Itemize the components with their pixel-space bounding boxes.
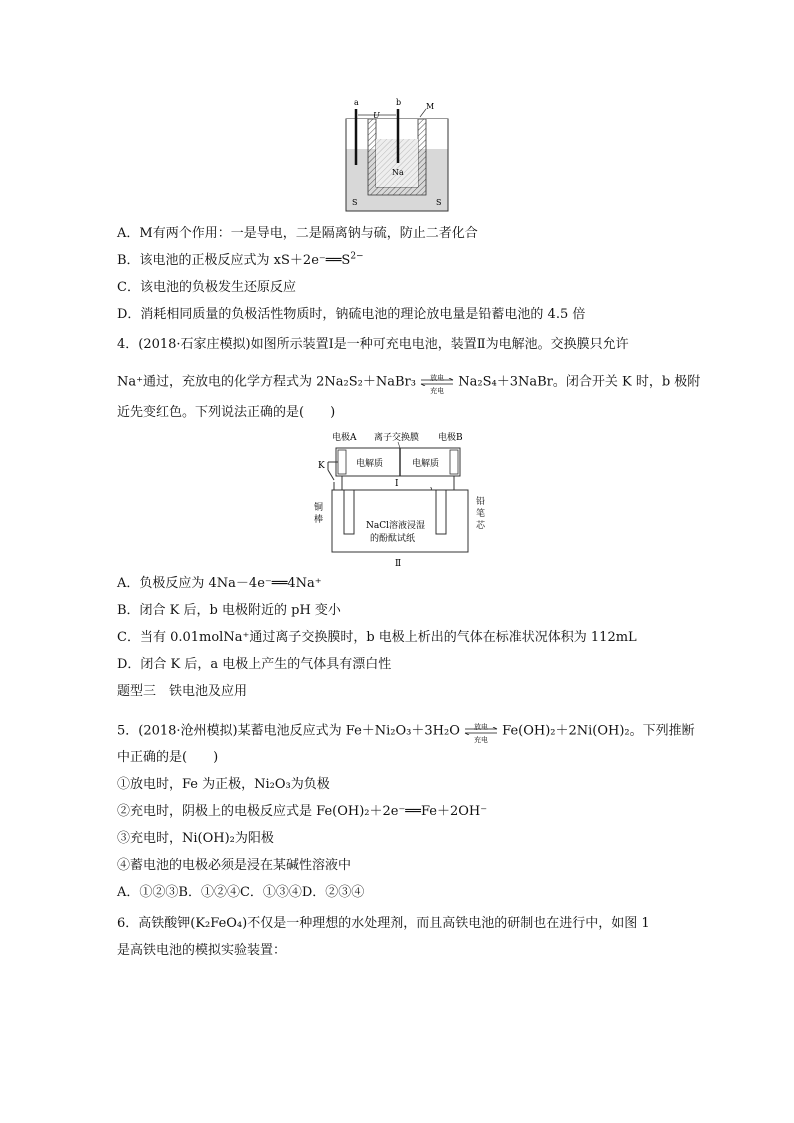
q4-stem-line3: 近先变红色。下列说法正确的是( ) [117,405,336,420]
label-S-left: S [352,198,358,207]
label-cell-I: Ⅰ [395,479,399,489]
label-electrolyte-left: 电解质 [356,459,384,469]
q4-option-d: D．闭合 K 后，a 电极上产生的气体具有漂白性 [117,657,392,672]
label-S-right: S [436,198,442,207]
label-lead-2: 笔 [476,509,486,519]
q4-option-c: C．当有 0.01molNa⁺通过离子交换膜时，b 电极上析出的气体在标准状况体积为 112mL [117,630,637,645]
label-paper-1: NaCl溶液浸湿 [366,521,426,531]
q4-stem-line2: Na⁺通过，充放电的化学方程式为 2Na₂S₂＋NaBr₃ 放电 充电 Na₂S₄＋3NaBr。闭合开关 K 时，b 极附 [117,374,701,395]
q5-item-4: ④蓄电池的电极必须是浸在某碱性溶液中 [117,858,352,873]
label-copper-2: 棒 [314,515,324,525]
q3-option-a: A．M有两个作用：一是导电，二是隔离钠与硫，防止二者化合 [117,226,478,241]
reversible-arrow: 放电 充电 [420,373,454,391]
q5-stem-line2: 中正确的是( ) [117,750,219,765]
label-cell-II: Ⅱ [395,559,402,569]
q3-option-d: D．消耗相同质量的负极活性物质时，钠硫电池的理论放电量是铅蓄电池的 4.5 倍 [117,307,586,322]
label-copper-1: 铜 [314,503,324,513]
q4-stem-line1: 4．(2018·石家庄模拟)如图所示装置Ⅰ是一种可充电电池，装置Ⅱ为电解池。交换膜只允许 [117,337,629,352]
q6-stem-line2: 是高铁电池的模拟实验装置： [117,943,287,958]
battery-electrolysis-figure [300,428,500,576]
label-a: a [354,98,359,107]
q5-stem-line1: 5．(2018·沧州模拟)某蓄电池反应式为 Fe＋Ni₂O₃＋3H₂O 放电 充电 Fe(OH)₂＋2Ni(OH)₂。下列推断 [117,723,695,744]
label-lead-3: 芯 [476,521,486,531]
q3-option-b: B．该电池的正极反应式为 $xS+2e^-══S^{2-}$ [117,251,364,268]
label-Na: Na [392,168,404,177]
q5-item-1: ①放电时，Fe 为正极，Ni₂O₃为负极 [117,777,330,792]
label-electrode-a: 电极A [332,433,357,443]
label-electrode-b: 电极B [438,433,463,443]
label-b: b [396,98,402,107]
sodium-sulfur-battery-figure [340,95,455,215]
q4-option-b: B．闭合 K 后，b 电极附近的 pH 变小 [117,603,341,618]
q6-stem-line1: 6．高铁酸钾(K₂FeO₄)不仅是一种理想的水处理剂，而且高铁电池的研制也在进行中，如图 1 [117,916,650,931]
label-membrane: 离子交换膜 [374,433,420,443]
q3-option-c: C．该电池的负极发生还原反应 [117,280,296,295]
label-U: U [373,111,380,120]
label-paper-2: 的酚酞试纸 [370,534,416,544]
q4-option-a: A．负极反应为 4Na－4e⁻══4Na⁺ [117,576,322,591]
q5-item-2: ②充电时，阴极上的电极反应式是 Fe(OH)₂＋2e⁻══Fe＋2OH⁻ [117,804,488,819]
label-electrolyte-right: 电解质 [412,459,440,469]
reversible-arrow-q5: 放电 充电 [464,722,498,740]
q5-item-3: ③充电时，Ni(OH)₂为阳极 [117,831,274,846]
label-switch-K: K [318,461,325,471]
label-lead-1: 铅 [476,497,486,507]
section-heading: 题型三 铁电池及应用 [117,684,248,699]
q5-choices: A．①②③B．①②④C．①③④D．②③④ [117,885,365,900]
label-M: M [426,102,435,111]
